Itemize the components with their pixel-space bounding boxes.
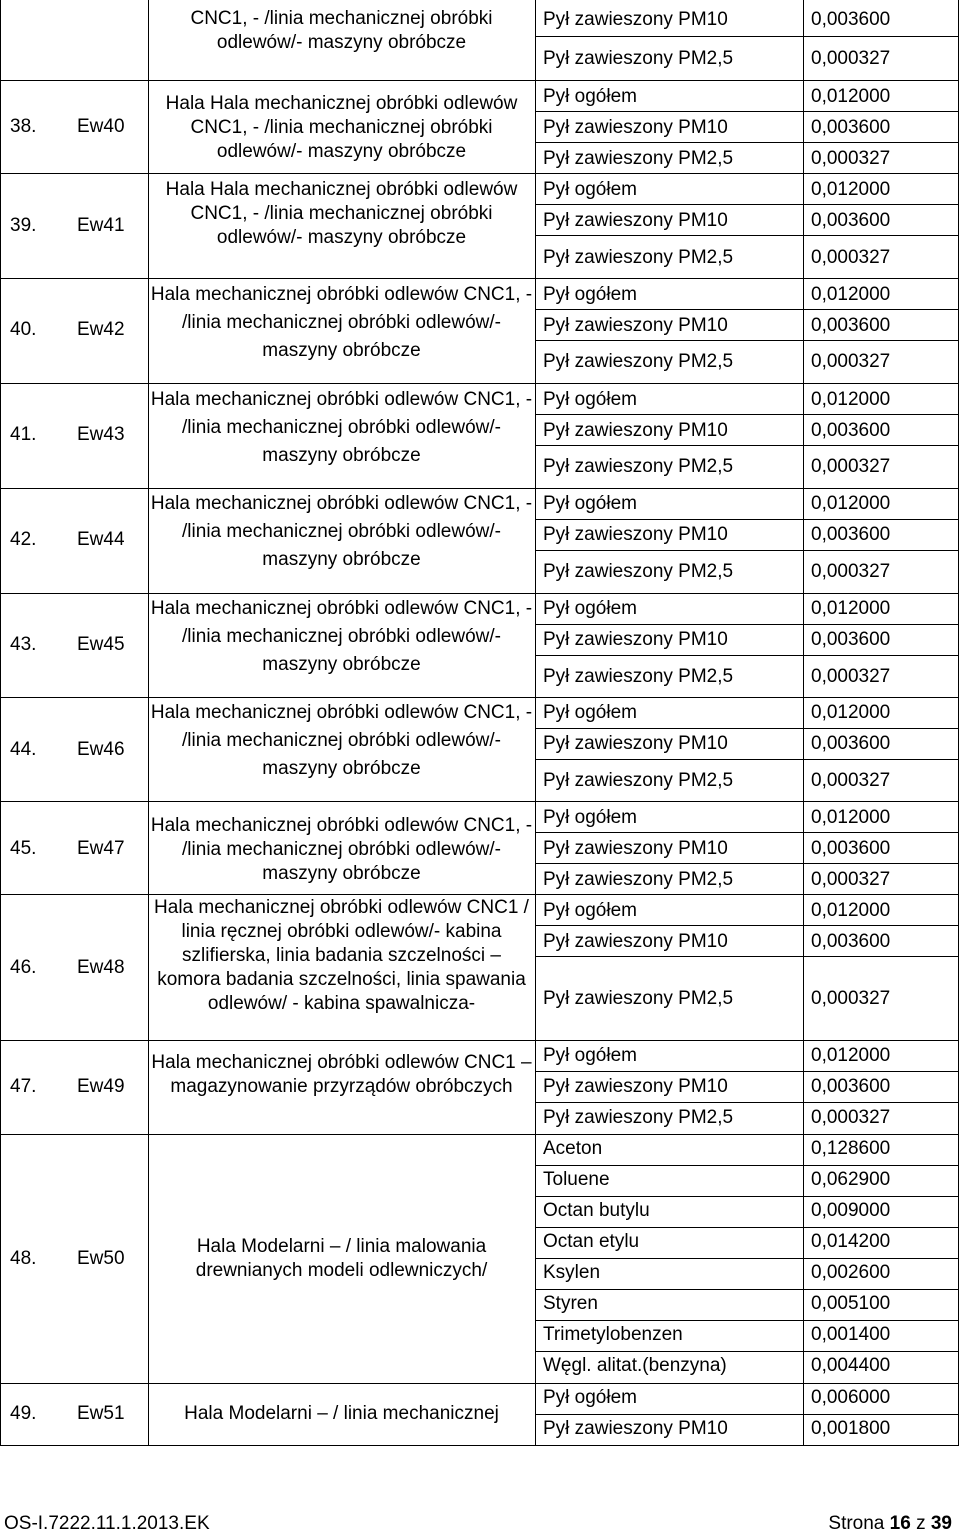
pollutant-name: Pył zawieszony PM2,5 bbox=[543, 48, 734, 69]
emitter-code: Ew42 bbox=[77, 319, 125, 340]
pollutant-name: Pył zawieszony PM2,5 bbox=[543, 988, 734, 1009]
pollutant-value: 0,000327 bbox=[811, 666, 891, 687]
pollutant-name: Pył ogółem bbox=[543, 702, 637, 723]
row-separator bbox=[0, 80, 959, 81]
row-separator bbox=[0, 278, 959, 279]
column-divider-value bbox=[803, 0, 804, 1445]
pollutant-name: Pył zawieszony PM10 bbox=[543, 733, 728, 754]
pollutant-name: Pył ogółem bbox=[543, 1387, 637, 1408]
pollutant-value: 0,128600 bbox=[811, 1138, 891, 1159]
pollutant-name: Ksylen bbox=[543, 1262, 601, 1283]
subrow-separator bbox=[535, 1227, 959, 1228]
pollutant-value: 0,000327 bbox=[811, 456, 891, 477]
pollutant-name: Trimetylobenzen bbox=[543, 1324, 683, 1345]
subrow-separator bbox=[535, 414, 959, 415]
pollutant-value: 0,003600 bbox=[811, 1076, 891, 1097]
pollutant-value: 0,001400 bbox=[811, 1324, 891, 1345]
subrow-separator bbox=[535, 1351, 959, 1352]
pollutant-value: 0,003600 bbox=[811, 117, 891, 138]
pollutant-name: Pył zawieszony PM10 bbox=[543, 524, 728, 545]
subrow-separator bbox=[535, 1258, 959, 1259]
pollutant-name: Aceton bbox=[543, 1138, 603, 1159]
pollutant-name: Pył zawieszony PM10 bbox=[543, 315, 728, 336]
pollutant-value: 0,012000 bbox=[811, 493, 891, 514]
pollutant-value: 0,000327 bbox=[811, 48, 891, 69]
table-border-bottom bbox=[0, 1445, 959, 1446]
pollutant-value: 0,003600 bbox=[811, 733, 891, 754]
pollutant-value: 0,003600 bbox=[811, 931, 891, 952]
subrow-separator bbox=[535, 1196, 959, 1197]
row-description: Hala mechanicznej obróbki odlewów CNC1, - /linia mechanicznej obróbki odlewów/- maszyny obróbcze bbox=[150, 389, 533, 466]
subrow-separator bbox=[535, 1102, 959, 1103]
pollutant-name: Pył ogółem bbox=[543, 1045, 637, 1066]
pollutant-value: 0,012000 bbox=[811, 702, 891, 723]
subrow-separator bbox=[535, 142, 959, 143]
pollutant-name: Pył zawieszony PM10 bbox=[543, 1418, 728, 1439]
row-description: Hala Hala mechanicznej obróbki odlewów CNC1, - /linia mechanicznej obróbki odlewów/- maszyny obróbcze bbox=[165, 179, 518, 248]
subrow-separator bbox=[535, 655, 959, 656]
pollutant-name: Pył zawieszony PM10 bbox=[543, 117, 728, 138]
subrow-separator bbox=[535, 1165, 959, 1166]
subrow-separator bbox=[535, 340, 959, 341]
pollutant-value: 0,000327 bbox=[811, 1107, 891, 1128]
row-separator bbox=[0, 894, 959, 895]
row-number: 45. bbox=[10, 838, 37, 859]
row-description: Hala mechanicznej obróbki odlewów CNC1 – magazynowanie przyrządów obróbczych bbox=[151, 1052, 532, 1097]
pollutant-value: 0,000327 bbox=[811, 148, 891, 169]
emitter-code: Ew48 bbox=[77, 957, 125, 978]
document-id: OS-I.7222.11.1.2013.EK bbox=[4, 1513, 210, 1534]
subrow-separator bbox=[535, 624, 959, 625]
row-description: Hala mechanicznej obróbki odlewów CNC1, - /linia mechanicznej obróbki odlewów/- maszyny obróbcze bbox=[150, 815, 533, 884]
page-word: Strona bbox=[828, 1513, 885, 1534]
row-number: 40. bbox=[10, 319, 37, 340]
emitter-code: Ew43 bbox=[77, 424, 125, 445]
subrow-separator bbox=[535, 1320, 959, 1321]
pollutant-name: Pył ogółem bbox=[543, 284, 637, 305]
page-total: 39 bbox=[930, 1513, 952, 1534]
pollutant-value: 0,003600 bbox=[811, 9, 891, 30]
pollutant-name: Pył zawieszony PM2,5 bbox=[543, 1107, 734, 1128]
subrow-separator bbox=[535, 309, 959, 310]
row-description: Hala mechanicznej obróbki odlewów CNC1, - /linia mechanicznej obróbki odlewów/- maszyny obróbcze bbox=[150, 493, 533, 570]
emitter-code: Ew50 bbox=[77, 1248, 125, 1269]
pollutant-value: 0,012000 bbox=[811, 1045, 891, 1066]
pollutant-value: 0,012000 bbox=[811, 598, 891, 619]
pollutant-value: 0,001800 bbox=[811, 1418, 891, 1439]
pollutant-value: 0,003600 bbox=[811, 838, 891, 859]
pollutant-name: Pył zawieszony PM2,5 bbox=[543, 351, 734, 372]
subrow-separator bbox=[535, 445, 959, 446]
pollutant-name: Pył zawieszony PM2,5 bbox=[543, 247, 734, 268]
row-description: Hala Modelarni – / linia mechanicznej bbox=[184, 1403, 499, 1424]
pollutant-name: Pył zawieszony PM2,5 bbox=[543, 148, 734, 169]
row-separator bbox=[0, 1040, 959, 1041]
pollutant-value: 0,000327 bbox=[811, 247, 891, 268]
pollutant-value: 0,012000 bbox=[811, 900, 891, 921]
subrow-separator bbox=[535, 925, 959, 926]
page-of-word: z bbox=[916, 1513, 926, 1534]
subrow-separator bbox=[535, 956, 959, 957]
row-separator bbox=[0, 383, 959, 384]
pollutant-value: 0,004400 bbox=[811, 1355, 891, 1376]
pollutant-value: 0,012000 bbox=[811, 284, 891, 305]
pollutant-name: Pył zawieszony PM2,5 bbox=[543, 869, 734, 890]
pollutant-name: Pył ogółem bbox=[543, 493, 637, 514]
pollutant-value: 0,062900 bbox=[811, 1169, 891, 1190]
emitter-code: Ew46 bbox=[77, 739, 125, 760]
pollutant-name: Pył zawieszony PM10 bbox=[543, 420, 728, 441]
pollutant-value: 0,014200 bbox=[811, 1231, 891, 1252]
emitter-code: Ew44 bbox=[77, 529, 125, 550]
subrow-separator bbox=[535, 863, 959, 864]
pollutant-value: 0,005100 bbox=[811, 1293, 891, 1314]
pollutant-name: Pył zawieszony PM2,5 bbox=[543, 456, 734, 477]
emitter-code: Ew49 bbox=[77, 1076, 125, 1097]
pollutant-name: Pył zawieszony PM2,5 bbox=[543, 770, 734, 791]
pollutant-name: Pył zawieszony PM10 bbox=[543, 9, 728, 30]
pollutant-name: Pył ogółem bbox=[543, 389, 637, 410]
pollutant-value: 0,012000 bbox=[811, 86, 891, 107]
pollutant-name: Pył zawieszony PM10 bbox=[543, 838, 728, 859]
column-divider-pollutant bbox=[535, 0, 536, 1445]
subrow-separator bbox=[535, 832, 959, 833]
pollutant-name: Pył zawieszony PM2,5 bbox=[543, 666, 734, 687]
row-number: 48. bbox=[10, 1248, 37, 1269]
row-description: Hala mechanicznej obróbki odlewów CNC1, - /linia mechanicznej obróbki odlewów/- maszyny obróbcze bbox=[150, 598, 533, 675]
subrow-separator bbox=[535, 235, 959, 236]
table-border-right bbox=[958, 0, 959, 1445]
page-current: 16 bbox=[889, 1513, 911, 1534]
pollutant-value: 0,012000 bbox=[811, 807, 891, 828]
subrow-separator bbox=[535, 550, 959, 551]
page-number bbox=[828, 1512, 952, 1536]
row-number: 43. bbox=[10, 634, 37, 655]
row-separator bbox=[0, 801, 959, 802]
pollutant-name: Toluene bbox=[543, 1169, 610, 1190]
table-border-left bbox=[0, 0, 1, 1445]
subrow-separator bbox=[535, 1414, 959, 1415]
pollutant-value: 0,000327 bbox=[811, 869, 891, 890]
pollutant-value: 0,006000 bbox=[811, 1387, 891, 1408]
pollutant-name: Pył ogółem bbox=[543, 86, 637, 107]
emitter-code: Ew45 bbox=[77, 634, 125, 655]
emitter-code: Ew41 bbox=[77, 215, 125, 236]
row-separator bbox=[0, 593, 959, 594]
pollutant-name: Pył zawieszony PM10 bbox=[543, 629, 728, 650]
row-description: Hala Modelarni – / linia malowania drewnianych modeli odlewniczych/ bbox=[195, 1236, 488, 1281]
pollutant-name: Pył ogółem bbox=[543, 807, 637, 828]
pollutant-value: 0,000327 bbox=[811, 561, 891, 582]
subrow-separator bbox=[535, 36, 959, 37]
pollutant-value: 0,012000 bbox=[811, 389, 891, 410]
pollutant-name: Pył zawieszony PM10 bbox=[543, 1076, 728, 1097]
subrow-separator bbox=[535, 519, 959, 520]
pollutant-value: 0,012000 bbox=[811, 179, 891, 200]
pollutant-name: Pył zawieszony PM10 bbox=[543, 210, 728, 231]
row-number: 39. bbox=[10, 215, 37, 236]
row-separator bbox=[0, 697, 959, 698]
subrow-separator bbox=[535, 204, 959, 205]
row-description: Hala mechanicznej obróbki odlewów CNC1, - /linia mechanicznej obróbki odlewów/- maszyny obróbcze bbox=[150, 284, 533, 361]
pollutant-value: 0,003600 bbox=[811, 315, 891, 336]
pollutant-value: 0,003600 bbox=[811, 420, 891, 441]
pollutant-name: Styren bbox=[543, 1293, 598, 1314]
row-number: 44. bbox=[10, 739, 37, 760]
row-number: 47. bbox=[10, 1076, 37, 1097]
pollutant-name: Octan etylu bbox=[543, 1231, 640, 1252]
row-number: 46. bbox=[10, 957, 37, 978]
row-description: Hala mechanicznej obróbki odlewów CNC1 / linia ręcznej obróbki odlewów/- kabina szlifierska, linia badania szczelności – komora badania szczelności, linia spawania odlewów/ - kabina spawalnicza- bbox=[154, 897, 529, 1014]
row-separator bbox=[0, 1134, 959, 1135]
row-separator bbox=[0, 173, 959, 174]
pollutant-value: 0,000327 bbox=[811, 351, 891, 372]
pollutant-value: 0,003600 bbox=[811, 524, 891, 545]
row-number: 41. bbox=[10, 424, 37, 445]
subrow-separator bbox=[535, 728, 959, 729]
row-number: 42. bbox=[10, 529, 37, 550]
pollutant-name: Węgl. alitat.(benzyna) bbox=[543, 1355, 727, 1376]
row-separator bbox=[0, 488, 959, 489]
emitter-code: Ew51 bbox=[77, 1403, 125, 1424]
pollutant-value: 0,009000 bbox=[811, 1200, 891, 1221]
pollutant-value: 0,002600 bbox=[811, 1262, 891, 1283]
pollutant-name: Pył zawieszony PM2,5 bbox=[543, 561, 734, 582]
subrow-separator bbox=[535, 1289, 959, 1290]
pollutant-name: Pył ogółem bbox=[543, 179, 637, 200]
subrow-separator bbox=[535, 1071, 959, 1072]
subrow-separator bbox=[535, 759, 959, 760]
pollutant-value: 0,003600 bbox=[811, 629, 891, 650]
row-number: 38. bbox=[10, 116, 37, 137]
row-description: Hala mechanicznej obróbki odlewów CNC1, - /linia mechanicznej obróbki odlewów/- maszyny obróbcze bbox=[150, 702, 533, 779]
row-description: Hala Hala mechanicznej obróbki odlewów CNC1, - /linia mechanicznej obróbki odlewów/- maszyny obróbcze bbox=[165, 93, 518, 162]
pollutant-value: 0,003600 bbox=[811, 210, 891, 231]
emitter-code: Ew47 bbox=[77, 838, 125, 859]
pollutant-name: Pył ogółem bbox=[543, 900, 637, 921]
subrow-separator bbox=[535, 111, 959, 112]
pollutant-value: 0,000327 bbox=[811, 770, 891, 791]
column-divider-description bbox=[148, 0, 149, 1445]
pollutant-value: 0,000327 bbox=[811, 988, 891, 1009]
pollutant-name: Pył zawieszony PM10 bbox=[543, 931, 728, 952]
pollutant-name: Octan butylu bbox=[543, 1200, 650, 1221]
pollutant-name: Pył ogółem bbox=[543, 598, 637, 619]
row-separator bbox=[0, 1383, 959, 1384]
emitter-code: Ew40 bbox=[77, 116, 125, 137]
row-number: 49. bbox=[10, 1403, 37, 1424]
row-description: CNC1, - /linia mechanicznej obróbki odlewów/- maszyny obróbcze bbox=[190, 8, 493, 53]
